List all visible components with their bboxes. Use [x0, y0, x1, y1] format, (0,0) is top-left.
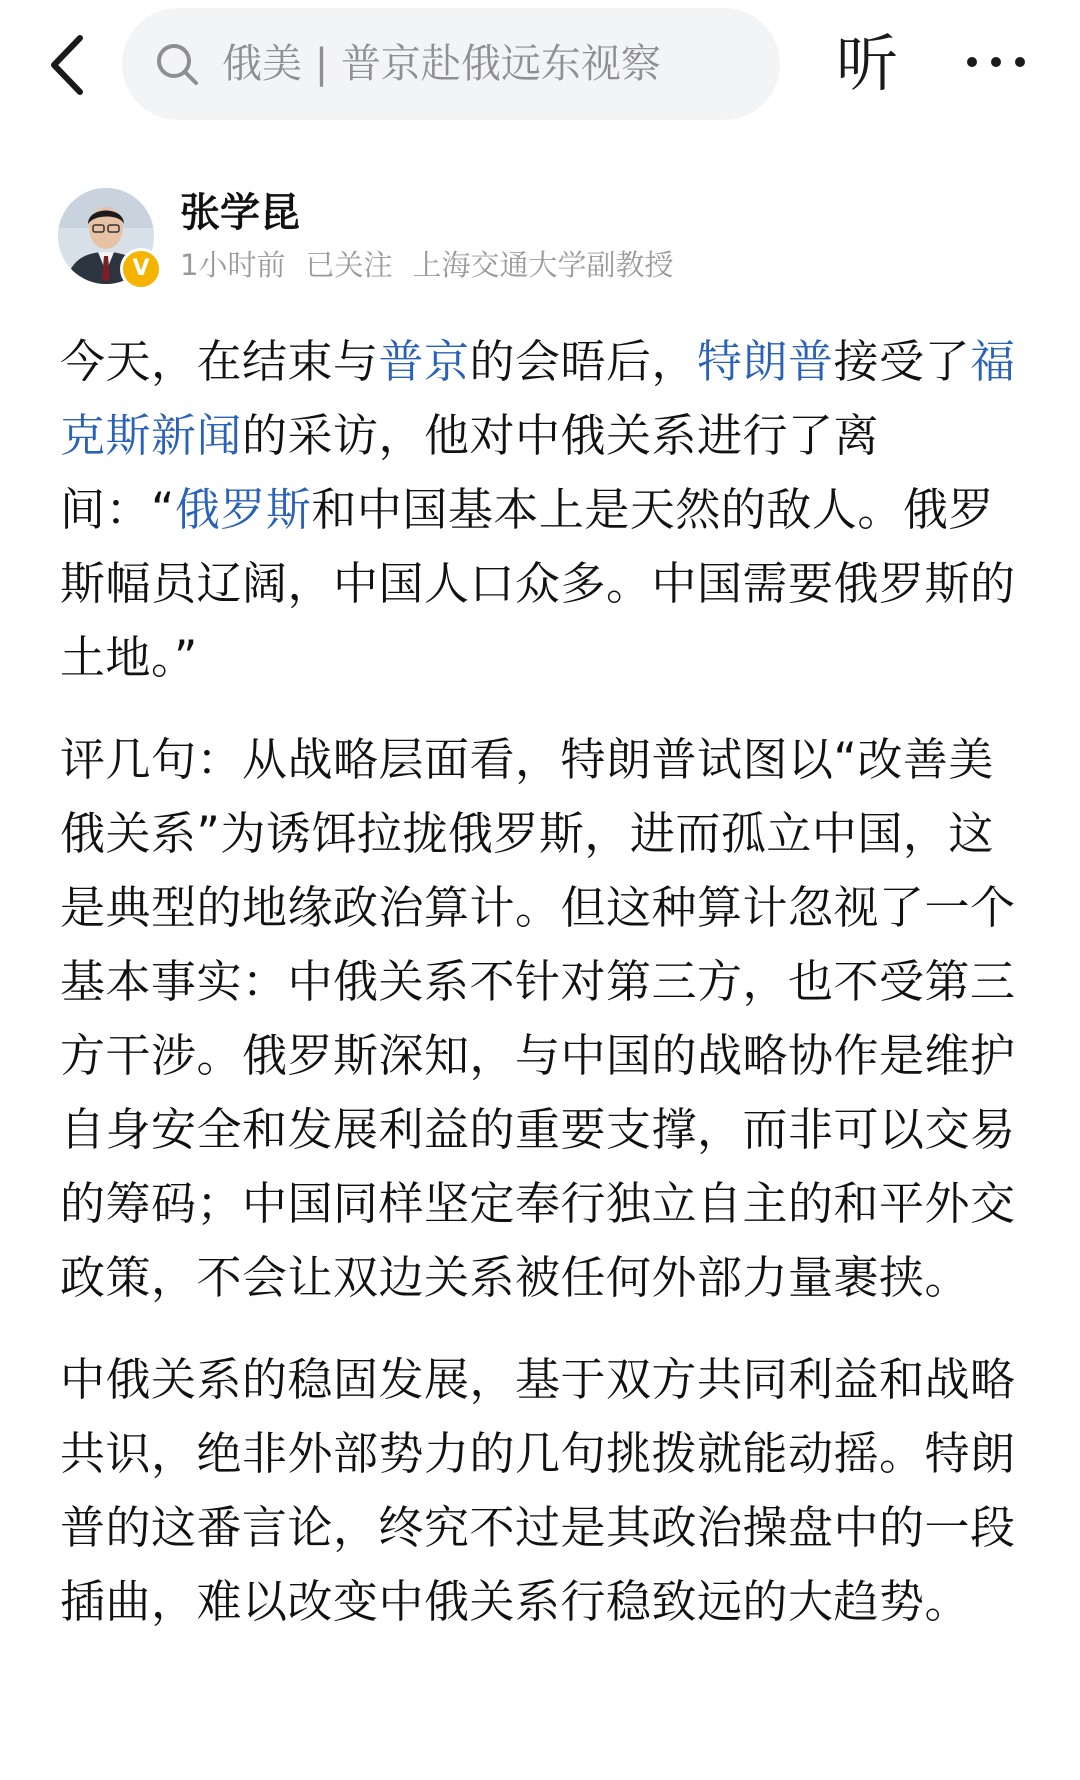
- post-time: 1小时前: [180, 248, 286, 282]
- author-meta: [180, 246, 693, 284]
- topic-link-putin[interactable]: 普京: [378, 335, 470, 388]
- topic-link-trump[interactable]: 特朗普: [697, 335, 834, 388]
- top-bar: [0, 0, 1080, 130]
- back-arrow-icon: [44, 30, 104, 100]
- listen-button[interactable]: 听: [836, 27, 899, 100]
- article-paragraph-3: 中俄关系的稳固发展，基于双方共同利益和战略共识，绝非外部势力的几句挑拨就能动摇。特朗普的这番言论，终究不过是其政治操盘中的一段插曲，难以改变中俄关系行稳致远的大趋势。: [60, 1353, 1016, 1628]
- article-paragraph-2: 评几句：从战略层面看，特朗普试图以“改善美俄关系”为诱饵拉拢俄罗斯，进而孤立中国，这是典型的地缘政治算计。但这种算计忽视了一个基本事实：中俄关系不针对第三方，也不受第三方干涉。俄罗斯深知，与中国的战略协作是维护自身安全和发展利益的重要支撑，而非可以交易的筹码；中国同样坚定奉行独立自主的和平外交政策，不会让双边关系被任何外部力量裹挟。: [60, 733, 1016, 1304]
- more-dots-icon: [965, 50, 1027, 74]
- verified-badge-icon: V: [120, 248, 162, 290]
- topic-link-fox-news[interactable]: 福克斯新闻: [60, 335, 1016, 462]
- paragraph-text: 今天，在结束与: [60, 335, 379, 388]
- paragraph-text: 的会晤后，: [469, 335, 698, 388]
- search-icon: [154, 41, 200, 87]
- paragraph-text: 的采访，他对中俄关系进行了离间：“: [60, 409, 880, 536]
- author-row: [0, 180, 1080, 290]
- author-title: 上海交通大学副教授: [412, 248, 674, 282]
- article-body: [60, 325, 1022, 1667]
- follow-status[interactable]: 已关注: [305, 248, 393, 282]
- more-button[interactable]: [965, 50, 1027, 74]
- author-name[interactable]: 张学昆: [180, 190, 300, 236]
- back-button[interactable]: [44, 30, 104, 100]
- topic-link-russia[interactable]: 俄罗斯: [174, 483, 312, 536]
- article-paragraph-1: [60, 325, 1022, 695]
- paragraph-text: 和中国基本上是天然的敌人。俄罗斯幅员辽阔，中国人口众多。中国需要俄罗斯的土地。”: [60, 483, 1016, 684]
- search-query: 俄美 | 普京赴俄远东视察: [222, 41, 661, 87]
- search-bar[interactable]: [122, 8, 780, 120]
- paragraph-text: 接受了: [833, 335, 971, 388]
